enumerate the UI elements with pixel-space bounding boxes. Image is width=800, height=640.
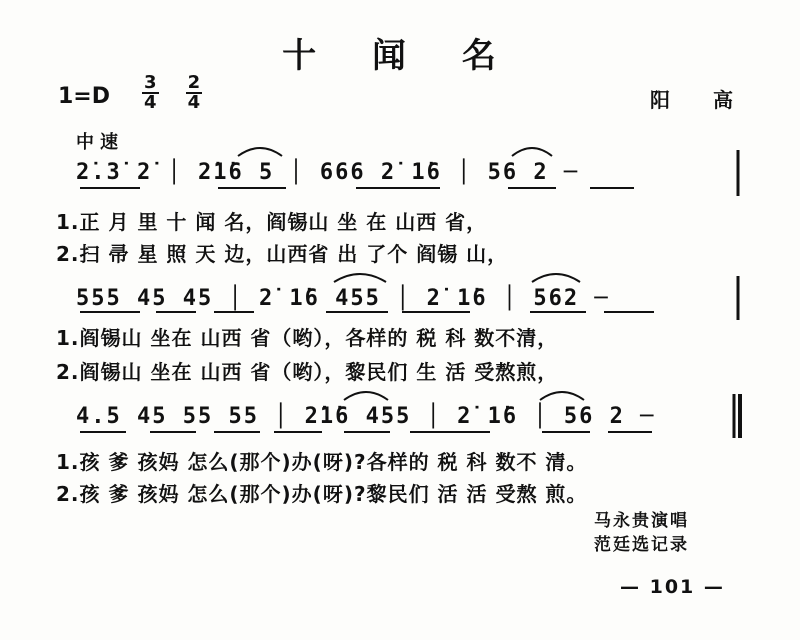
page-number: — 101 — — [620, 576, 725, 598]
recorder-credit: 范廷选记录 — [594, 535, 689, 555]
tempo-marking: 中速 — [76, 132, 124, 153]
time-signature-denominator: 4 — [187, 92, 201, 113]
lyric-line-2-verse-2: 2.阎锡山 坐在 山西 省（哟），黎民们 生 活 受熬煎， — [56, 360, 559, 384]
singer-credit: 马永贵演唱 — [594, 511, 689, 531]
lyric-line-3-verse-2: 2.孩 爹 孩妈 怎么(那个)办(呀)?黎民们 活 活 受熬 煎。 — [56, 482, 588, 506]
slur-mark — [238, 148, 282, 156]
time-signature-numerator: 3 — [144, 72, 157, 93]
jianpu-line-2: 555 45 45 │ 2̇ 1̇6 455 │ 2̇ 1̇6 │ 562 ─ — [76, 286, 610, 311]
lyric-line-2-verse-1: 1.阎锡山 坐在 山西 省（哟），各样的 税 科 数不清， — [56, 326, 559, 350]
jianpu-line-1: 2̇.3̇ 2̇ │ 2̇1̇6 5 │ 666 2̇ 1̇6 │ 56 2 ─ — [76, 160, 580, 185]
time-signature-second — [186, 74, 203, 112]
song-title: 十 闻 名 — [282, 36, 518, 76]
slur-mark — [512, 148, 552, 156]
time-signature-numerator: 2 — [187, 72, 201, 93]
slur-mark — [540, 392, 584, 400]
time-signature-denominator: 4 — [144, 92, 157, 113]
composer: 阳 高 — [650, 88, 751, 112]
slur-mark — [532, 274, 580, 282]
lyric-line-1-verse-1: 1.正 月 里 十 闻 名，阎锡山 坐 在 山西 省， — [56, 210, 488, 234]
lyric-line-1-verse-2: 2.扫 帚 星 照 天 边，山西省 出 了个 阎锡 山， — [56, 242, 509, 266]
slur-mark — [344, 392, 388, 400]
jianpu-line-3: 4.5 45 55 55 │ 2̇1̇6 455 │ 2̇ 1̇6 │ 56 2 ─ — [76, 404, 656, 429]
time-signatures — [142, 74, 224, 112]
time-signature-first — [142, 74, 159, 112]
key-signature: 1=D — [58, 84, 111, 109]
slur-mark — [334, 274, 386, 282]
lyric-line-3-verse-1: 1.孩 爹 孩妈 怎么(那个)办(呀)?各样的 税 科 数不 清。 — [56, 450, 588, 474]
